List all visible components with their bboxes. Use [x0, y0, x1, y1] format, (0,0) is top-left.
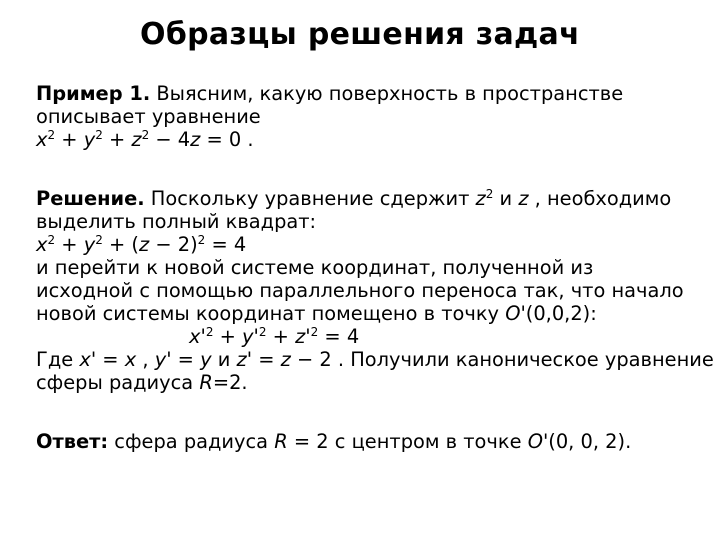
solution-line-2: выделить полный квадрат:: [36, 210, 317, 233]
solution-line-3: и перейти к новой системе координат, полученной из: [36, 256, 594, 279]
solution-line-1: Решение. Поскольку уравнение сдержит $z^2$ и z , необходимо: [36, 187, 672, 210]
solution-where-line: Где x' = x , y' = y и z' = z − 2 . Получили каноническое уравнение: [36, 348, 714, 371]
example-line-2: описывает уравнение: [36, 105, 261, 128]
solution-line-4: исходной с помощью параллельного переноса так, что начало: [36, 279, 684, 302]
solution-line-5: новой системы координат помещено в точку O'(0,0,2):: [36, 302, 597, 325]
answer-line: Ответ: сфера радиуса R = 2 с центром в точке O'(0, 0, 2).: [36, 430, 632, 453]
example-text-1: Выясним, какую поверхность в пространстве: [150, 82, 624, 105]
solution-equation-2: $x^2 + y^2 + (z - 2)^2 = 4$: [36, 233, 247, 256]
example-line-1: [36, 82, 708, 105]
slide-body: [36, 82, 714, 453]
solution-label: Решение.: [36, 187, 145, 210]
solution-last-line: сферы радиуса R=2.: [36, 371, 248, 394]
slide-title: Образцы решения задач: [140, 17, 580, 52]
example-label: Пример 1.: [36, 82, 151, 105]
answer-label: Ответ:: [36, 430, 109, 453]
example-equation: $x^2 + y^2 + z^2 - 4z = 0$ .: [36, 128, 254, 151]
solution-equation-3: $x'^2 + y'^2 + z'^2 = 4$: [189, 325, 360, 348]
